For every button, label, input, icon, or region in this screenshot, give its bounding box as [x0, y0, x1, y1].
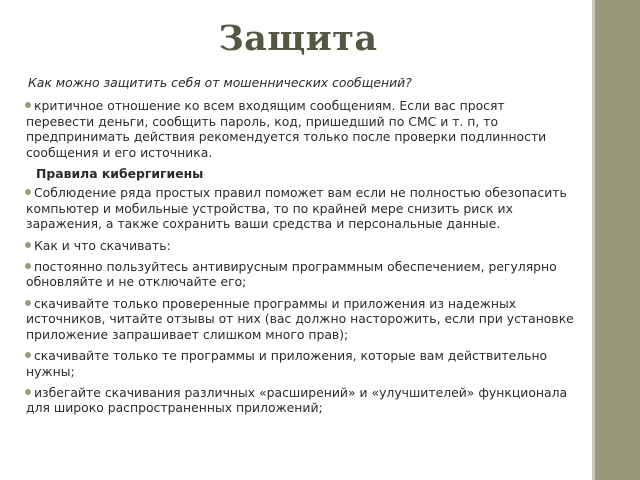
- list-item: [26, 98, 574, 160]
- subtitle: Как можно защитить себя от мошеннических сообщений?: [28, 75, 412, 90]
- list-item-text: критичное отношение ко всем входящим сообщениям. Если вас просят перевести деньги, сообщить пароль, код, пришедший по СМС и т. п, то предпринимать действия рекомендуется только после проверки подлинности сообщения и его источника.: [26, 98, 547, 160]
- bullet-icon: [25, 242, 31, 248]
- list-item: [26, 259, 574, 290]
- list-item: [26, 296, 574, 342]
- list-item: [26, 385, 574, 416]
- section-heading: Правила кибергигиены: [36, 166, 204, 182]
- list-item: [26, 238, 574, 253]
- slide-content: [26, 75, 574, 422]
- bullet-icon: [25, 263, 31, 269]
- list-item-text: Соблюдение ряда простых правил поможет вам если не полностью обезопасить компьютер и мобильные устройства, то по крайней мере снизить риск их заражения, а также сохранить ваши средства и персональные данные.: [26, 185, 567, 232]
- list-item-text: Как и что скачивать:: [34, 237, 171, 253]
- bullet-icon: [25, 352, 31, 358]
- decorative-sidebar: [595, 0, 640, 480]
- bullet-icon: [25, 389, 31, 395]
- slide-title: Защита: [218, 18, 378, 59]
- list-item-text: избегайте скачивания различных «расширений» и «улучшителей» функционала для широко распространенных приложений;: [26, 384, 568, 416]
- list-item-text: постоянно пользуйтесь антивирусным программным обеспечением, регулярно обновляйте и не отключайте его;: [26, 259, 557, 290]
- list-item-text: скачивайте только проверенные программы и приложения из надежных источников, читайте отзывы от них (вас должно насторожить, если при установке приложение запрашивает слишком много прав);: [26, 295, 574, 342]
- list-item-text: скачивайте только те программы и приложения, которые вам действительно нужны;: [26, 348, 548, 379]
- list-item: [26, 185, 574, 231]
- bullet-icon: [25, 102, 31, 108]
- bullet-icon: [25, 300, 31, 306]
- list-item: [26, 348, 574, 379]
- bullet-icon: [25, 189, 31, 195]
